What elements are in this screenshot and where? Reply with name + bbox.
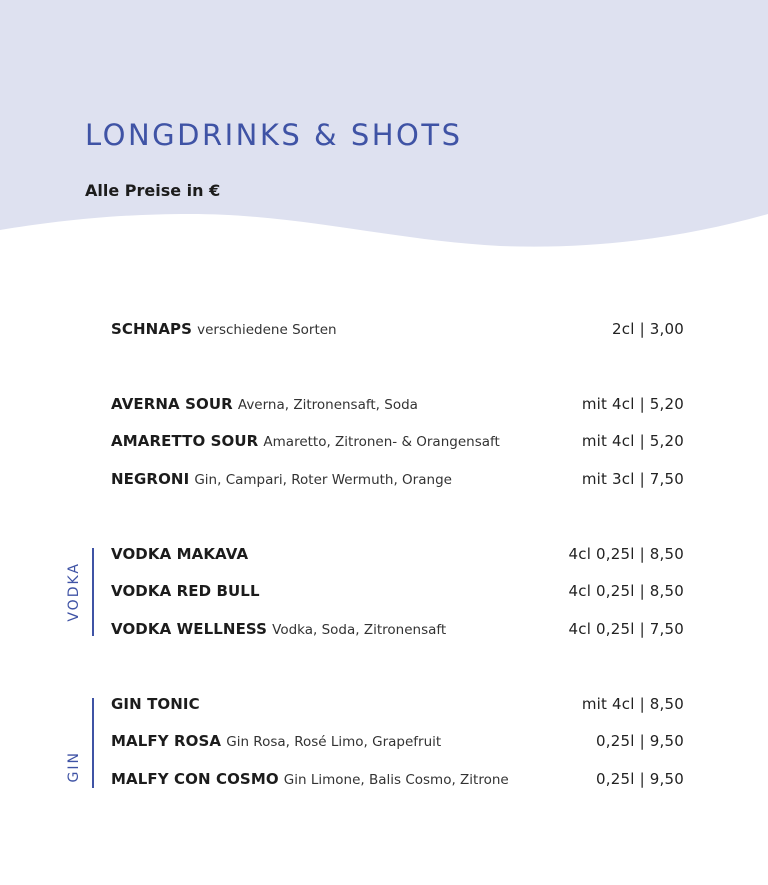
menu-item-vodka-makava: [111, 544, 684, 566]
section-vodka: [66, 548, 82, 636]
item-name: GIN TONIC: [111, 695, 200, 713]
item-desc: Gin Rosa, Rosé Limo, Grapefruit: [226, 734, 442, 750]
item-desc: Gin, Campari, Roter Wermuth, Orange: [194, 472, 452, 488]
item-price: 4cl 0,25l | 7,50: [568, 620, 684, 638]
item-name: VODKA WELLNESS: [111, 620, 268, 638]
menu-item-negroni: [111, 469, 684, 491]
item-name: VODKA MAKAVA: [111, 545, 249, 563]
item-price: 0,25l | 9,50: [596, 732, 684, 750]
item-price: mit 4cl | 5,20: [581, 432, 684, 450]
item-price: 4cl 0,25l | 8,50: [568, 582, 684, 600]
section-divider-vodka: [92, 548, 94, 636]
item-desc: Vodka, Soda, Zitronensaft: [272, 622, 447, 638]
item-name: MALFY CON COSMO: [111, 770, 279, 788]
item-name: NEGRONI: [111, 470, 190, 488]
price-note: Alle Preise in €: [85, 181, 221, 200]
menu-item-schnaps: [111, 319, 684, 341]
menu-item-vodka-red-bull: [111, 581, 684, 603]
item-name: AMARETTO SOUR: [111, 432, 259, 450]
item-name: SCHNAPS: [111, 320, 193, 338]
item-name: VODKA RED BULL: [111, 582, 260, 600]
section-divider-gin: [92, 698, 94, 788]
item-price: 0,25l | 9,50: [596, 770, 684, 788]
item-desc: Averna, Zitronensaft, Soda: [237, 397, 418, 413]
menu-item-vodka-wellness: [111, 619, 684, 641]
menu-item-amaretto-sour: [111, 431, 684, 453]
item-desc: verschiedene Sorten: [197, 322, 337, 338]
item-price: 2cl | 3,00: [612, 320, 684, 338]
item-price: mit 4cl | 5,20: [581, 395, 684, 413]
item-price: mit 4cl | 8,50: [581, 695, 684, 713]
section-gin: [66, 698, 82, 788]
section-label-gin: GIN: [66, 751, 82, 783]
section-label-vodka: VODKA: [66, 562, 82, 622]
item-price: mit 3cl | 7,50: [581, 470, 684, 488]
item-desc: Gin Limone, Balis Cosmo, Zitrone: [283, 772, 509, 788]
item-name: MALFY ROSA: [111, 732, 222, 750]
item-price: 4cl 0,25l | 8,50: [568, 545, 684, 563]
menu-item-gin-tonic: [111, 694, 684, 716]
menu-item-malfy-rosa: [111, 731, 684, 753]
item-desc: Amaretto, Zitronen- & Orangensaft: [263, 434, 500, 450]
item-name: AVERNA SOUR: [111, 395, 233, 413]
menu-item-averna-sour: [111, 394, 684, 416]
page-title: LONGDRINKS & SHOTS: [85, 118, 463, 152]
menu-item-malfy-con-cosmo: [111, 769, 684, 791]
